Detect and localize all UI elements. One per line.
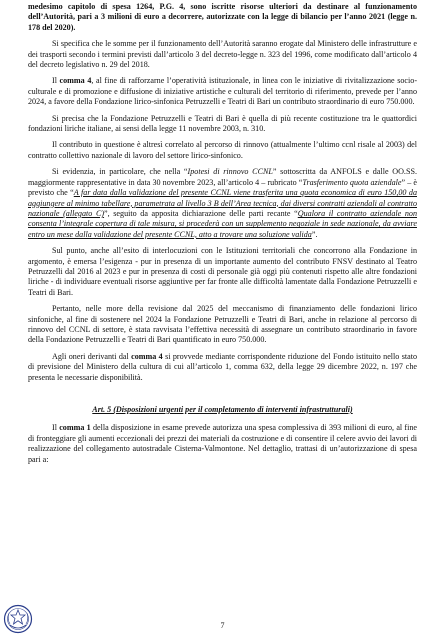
page-number: 7 bbox=[220, 621, 225, 630]
text-run: si provvede mediante corrispondente riduzione del Fondo istituito nello stato di previsione del Ministero della cultura di cui all’articolo 1, comma 632, della legge 29 dicembre 2022, n. 197 che presenta le necessarie disponibilità. bbox=[28, 351, 417, 382]
paragraph-contribution bbox=[28, 304, 417, 346]
text-run: ”. bbox=[311, 229, 318, 239]
text-run: medesimo capitolo di spesa 1264, P.G. 4, sono iscritte risorse ulteriori da destinare al funzionamento dell’Autorità, pari a 3 milioni di euro a decorrere, autorizzate con la legge di bilancio per l’anno 2021 (legge n. 178 del 2020). bbox=[28, 2, 417, 32]
text-run: Il contributo in questione è altresì correlato al percorso di rinnovo (attualmente l’ultimo ccnl risale al 2003) del contratto collettivo nazionale di lavoro del settore lirico-sinfonico. bbox=[28, 140, 417, 160]
paragraph-comma-4 bbox=[28, 76, 417, 107]
paragraph-ccnl-renewal bbox=[28, 140, 417, 161]
article-heading-text: Art. 5 (Disposizioni urgenti per il completamento di interventi infrastrutturali) bbox=[92, 405, 353, 414]
bold-run: comma 1 bbox=[59, 423, 91, 433]
bold-run: comma 4 bbox=[131, 351, 163, 361]
text-run: ” – è previsto che “ bbox=[28, 177, 417, 198]
italic-run: Ipotesi di rinnovo CCNL bbox=[187, 167, 273, 177]
text-run: , al fine di rafforzarne l’operatività istituzionale, in linea con le iniziative di rivitalizzazione socio-culturale e di promozione e diffusione di iniziative artistiche e culturali del territorio di riferimento, prevede per l’anno 2024, a favore della Fondazione lirico-sinfonica Petruzzelli e Teatri di Bari un contributo straordinario di euro 750.000. bbox=[28, 76, 418, 107]
paragraph-authority-funding bbox=[28, 2, 417, 33]
paragraph-comma-1 bbox=[28, 423, 417, 465]
text-run: Il bbox=[52, 423, 60, 433]
text-run: Si evidenzia, in particolare, che nella “ bbox=[52, 167, 188, 177]
text-run: Agli oneri derivanti dal bbox=[52, 351, 132, 361]
article-heading bbox=[28, 405, 417, 415]
text-run: Si specifica che le somme per il funzionamento dell’Autorità saranno erogate dal Ministero delle infrastrutture e dei trasporti secondo i termini previsti dall’articolo 3 del decreto-legge n. 323 del 1996, come modificato dall’articolo 4 del decreto legislativo n. 29 del 2018. bbox=[28, 39, 417, 70]
document-body bbox=[28, 2, 417, 471]
bold-run: comma 4 bbox=[59, 76, 92, 86]
text-run: ”, seguito da apposita dichiarazione delle parti recante “ bbox=[104, 208, 298, 218]
text-run: Il bbox=[52, 76, 60, 86]
quoted-clause: A far data dalla validazione del presente CCNL viene trasferita una quota economica di euro 150,00 da aggiungere al minimo tabellare, parametrata al livello 3 B dell’Area tecnica, dai diversi contratti aziendali al contratto nazionale (allegato C) bbox=[28, 188, 417, 218]
paragraph-funding-terms bbox=[28, 39, 417, 70]
paragraph-charges bbox=[28, 352, 417, 383]
paragraph-territorial-needs bbox=[28, 246, 417, 298]
text-run: Pertanto, nelle more della revisione dal 2025 del meccanismo di finanziamento delle fondazioni lirico sinfoniche, al fine di sostenere nel 2024 la Fondazione Petruzzelli e Teatri di Bari, anche in relazione al percorso di rinnovo del CCNL di settore, è stata ravvisata l’effettiva necessità di assegnare un contributo straordinario in favore della Fondazione Petruzzelli e Teatri di Bari quantificato in euro 750.000. bbox=[28, 304, 417, 345]
paragraph-foundation-note bbox=[28, 114, 417, 135]
ministry-seal-icon bbox=[3, 604, 33, 634]
quoted-clause: Qualora il contratto aziendale non consenta l’integrale copertura di tale misura, si procederà con un supplemento negoziale in sede nazionale, da avviare entro un mese dalla validazione del presente CCNL, atto a trovare una soluzione valida bbox=[28, 208, 418, 239]
italic-run: Trasferimento quota aziendale bbox=[302, 177, 402, 187]
text-run: Si precisa che la Fondazione Petruzzelli e Teatri di Bari è quella di più recente costituzione tra le quattordici fondazioni liriche italiane, ai sensi della legge 11 novembre 2003, n. 310. bbox=[28, 113, 417, 134]
paragraph-ccnl-quote bbox=[28, 167, 417, 240]
text-run: della disposizione in esame prevede autorizza una spesa complessiva di 393 milioni di euro, al fine di fronteggiare gli aumenti eccezionali dei prezzi dei materiali da costruzione e di consentire il celere avvio dei lavori di realizzazione del collegamento autostradale Cisterna-Valmontone. Nel dettaglio, trattasi di un’autorizzazione di spesa pari a: bbox=[28, 423, 418, 464]
text-run: Sul punto, anche all’esito di interlocuzioni con le Istituzioni territoriali che concorrono alla Fondazione in argomento, è emersa l’esigenza - pur in presenza di un importante aumento del contributo FNSV destinato al Teatro Petruzzelli dal 2016 al 2023 e pur in presenza di costi di personale già oggi più contenuti rispetto alle altre fondazioni liriche - di individuare eventuali risorse aggiuntive per far fronte alle difficoltà lamentate dalla Fondazione Petruzzelli e Teatri di Bari. bbox=[28, 246, 417, 297]
text-run: ” sottoscritta da ANFOLS e dalle OO.SS. maggiormente rappresentative in data 30 novembre 2023, all’articolo 4 – rubricato “ bbox=[28, 167, 417, 187]
